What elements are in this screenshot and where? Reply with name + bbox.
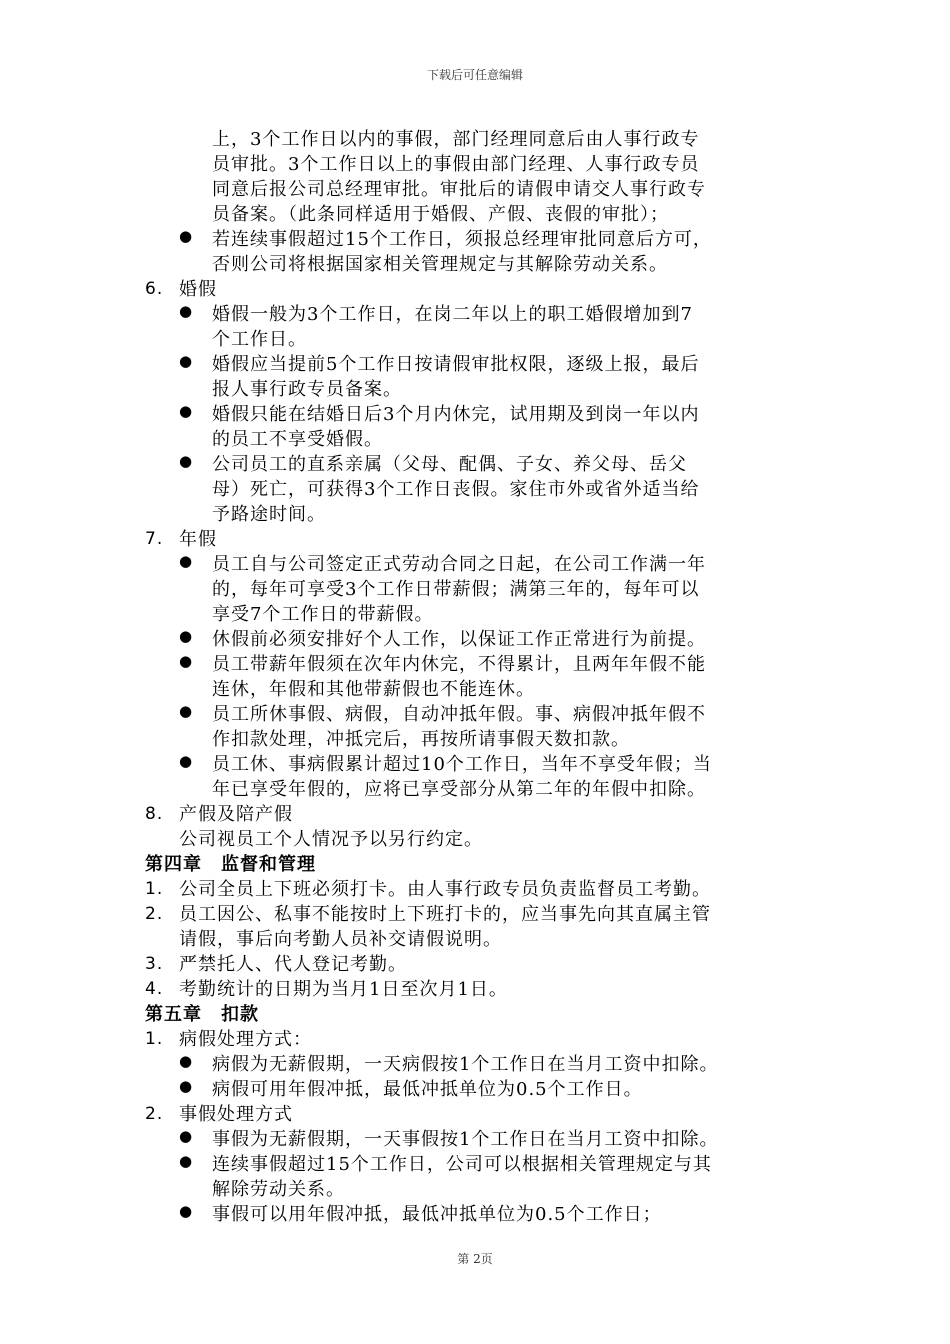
list-item <box>145 902 810 952</box>
bullet-item <box>145 302 810 352</box>
section-number: 6. <box>145 279 164 299</box>
text-line: 严禁托人、代人登记考勤。 <box>179 954 407 975</box>
bullet-item <box>145 1152 810 1202</box>
item-number: 1. <box>145 1029 164 1049</box>
list-item <box>145 1027 810 1052</box>
bullet-icon: ● <box>179 552 193 570</box>
chapter-5-title: 第五章 扣款 <box>145 1004 259 1025</box>
text-line: 员工休、事病假累计超过10个工作日，当年不享受年假；当 <box>212 754 712 775</box>
text-line: 事假为无薪假期，一天事假按1个工作日在当月工资中扣除。 <box>212 1129 719 1150</box>
bullet-item <box>145 1077 810 1102</box>
bullet-icon: ● <box>179 627 193 645</box>
text-line: 否则公司将根据国家相关管理规定与其解除劳动关系。 <box>212 254 668 275</box>
text-line: 的员工不享受婚假。 <box>212 429 383 450</box>
item-title: 事假处理方式 <box>179 1104 293 1125</box>
bullet-item <box>145 652 810 702</box>
section-text: 公司视员工个人情况予以另行约定。 <box>179 829 483 850</box>
text-line: 作扣款处理，冲抵完后，再按所请事假天数扣款。 <box>212 729 630 750</box>
text-line: 享受7个工作日的带薪假。 <box>212 604 434 625</box>
text-line: 上，3个工作日以内的事假，部门经理同意后由人事行政专 <box>212 129 700 150</box>
text-line: 员工自与公司签定正式劳动合同之日起，在公司工作满一年 <box>212 554 706 575</box>
item-number: 3. <box>145 954 164 974</box>
text-line: 休假前必须安排好个人工作，以保证工作正常进行为前提。 <box>212 629 706 650</box>
bullet-icon: ● <box>179 352 193 370</box>
item-number: 4. <box>145 979 164 999</box>
bullet-item <box>145 752 810 802</box>
bullet-item <box>145 552 810 627</box>
bullet-item <box>145 627 810 652</box>
text-line: 员审批。3个工作日以上的事假由部门经理、人事行政专员 <box>212 154 700 175</box>
text-line: 年已享受年假的，应将已享受部分从第二年的年假中扣除。 <box>212 779 706 800</box>
text-line: 请假，事后向考勤人员补交请假说明。 <box>179 929 502 950</box>
text-line: 同意后报公司总经理审批。审批后的请假申请交人事行政专 <box>212 179 706 200</box>
text-line: 病假可用年假冲抵，最低冲抵单位为0.5个工作日。 <box>212 1079 643 1100</box>
text-line: 若连续事假超过15个工作日，须报总经理审批同意后方可， <box>212 229 712 250</box>
text-line: 个工作日。 <box>212 329 307 350</box>
text-line: 婚假应当提前5个工作日按请假审批权限，逐级上报，最后 <box>212 354 700 375</box>
section-title: 婚假 <box>179 279 217 300</box>
bullet-icon: ● <box>179 1152 193 1170</box>
list-item <box>145 1102 810 1127</box>
section-6 <box>145 277 810 302</box>
text-line: 员工因公、私事不能按时上下班打卡的，应当事先向其直属主管 <box>179 904 711 925</box>
bullet-icon: ● <box>179 652 193 670</box>
text-line: 报人事行政专员备案。 <box>212 379 402 400</box>
list-item <box>145 952 810 977</box>
bullet-item <box>145 402 810 452</box>
list-item <box>145 977 810 1002</box>
continued-paragraph <box>145 127 810 227</box>
chapter-4-title: 第四章 监督和管理 <box>145 854 316 875</box>
bullet-icon: ● <box>179 1052 193 1070</box>
section-title: 年假 <box>179 529 217 550</box>
item-number: 1. <box>145 879 164 899</box>
bullet-item <box>145 702 810 752</box>
section-8 <box>145 802 810 852</box>
document-body <box>145 127 810 1227</box>
bullet-icon: ● <box>179 302 193 320</box>
text-line: 公司全员上下班必须打卡。由人事行政专员负责监督员工考勤。 <box>179 879 711 900</box>
bullet-item <box>145 352 810 402</box>
bullet-icon: ● <box>179 452 193 470</box>
text-line: 员工所休事假、病假，自动冲抵年假。事、病假冲抵年假不 <box>212 704 706 725</box>
text-line: 考勤统计的日期为当月1日至次月1日。 <box>179 979 508 1000</box>
item-number: 2. <box>145 904 164 924</box>
page-header: 下载后可任意编辑 <box>426 68 523 82</box>
bullet-icon: ● <box>179 1202 193 1220</box>
bullet-icon: ● <box>179 1127 193 1145</box>
text-line: 解除劳动关系。 <box>212 1179 345 1200</box>
bullet-item <box>145 1127 810 1152</box>
list-item <box>145 877 810 902</box>
bullet-icon: ● <box>179 1077 193 1095</box>
section-number: 8. <box>145 804 164 824</box>
section-7 <box>145 527 810 552</box>
bullet-icon: ● <box>179 402 193 420</box>
text-line: 母）死亡，可获得3个工作日丧假。家住市外或省外适当给 <box>212 479 700 500</box>
text-line: 的，每年可享受3个工作日带薪假；满第三年的，每年可以 <box>212 579 700 600</box>
bullet-item <box>145 1052 810 1077</box>
text-line: 连休，年假和其他带薪假也不能连休。 <box>212 679 535 700</box>
text-line: 予路途时间。 <box>212 504 326 525</box>
text-line: 病假为无薪假期，一天病假按1个工作日在当月工资中扣除。 <box>212 1054 719 1075</box>
bullet-icon: ● <box>179 702 193 720</box>
item-title: 病假处理方式： <box>179 1029 312 1050</box>
bullet-icon: ● <box>179 752 193 770</box>
bullet-item <box>145 227 810 277</box>
item-number: 2. <box>145 1104 164 1124</box>
text-line: 事假可以用年假冲抵，最低冲抵单位为0.5个工作日； <box>212 1204 662 1225</box>
bullet-item <box>145 452 810 527</box>
text-line: 婚假一般为3个工作日，在岗二年以上的职工婚假增加到7 <box>212 304 693 325</box>
page-footer: 第 2页 <box>457 1252 493 1266</box>
bullet-item <box>145 1202 810 1227</box>
text-line: 婚假只能在结婚日后3个月内休完，试用期及到岗一年以内 <box>212 404 700 425</box>
section-number: 7. <box>145 529 164 549</box>
text-line: 公司员工的直系亲属（父母、配偶、子女、养父母、岳父 <box>212 454 687 475</box>
text-line: 员备案。（此条同样适用于婚假、产假、丧假的审批）； <box>212 204 669 225</box>
text-line: 连续事假超过15个工作日，公司可以根据相关管理规定与其 <box>212 1154 712 1175</box>
section-title: 产假及陪产假 <box>179 804 293 825</box>
text-line: 员工带薪年假须在次年内休完，不得累计，且两年年假不能 <box>212 654 706 675</box>
bullet-icon: ● <box>179 227 193 245</box>
